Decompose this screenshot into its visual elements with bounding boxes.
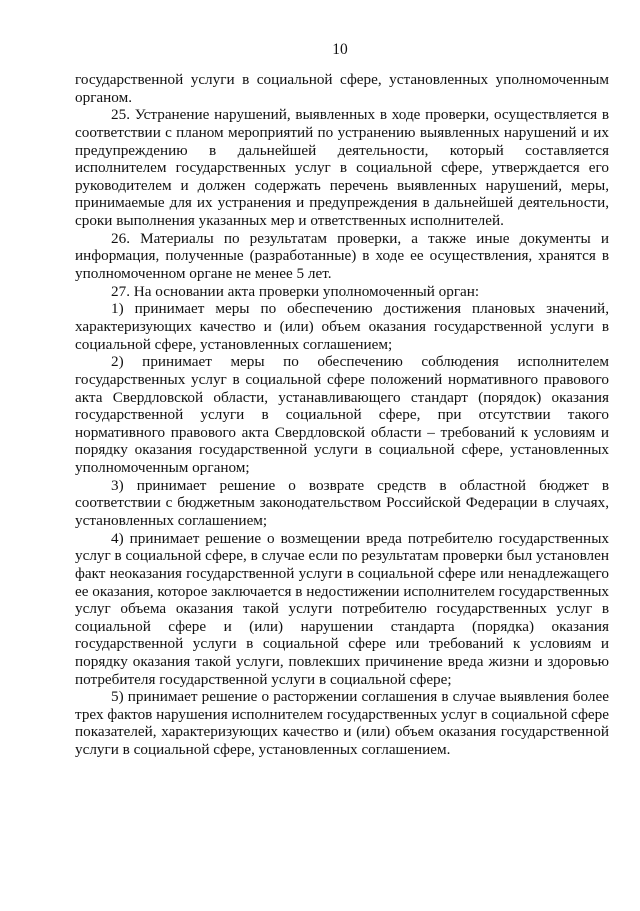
paragraph-27-item-2: 2) принимает меры по обеспечению соблюдения исполнителем государственных услуг в социальной сфере положений нормативного правового акта Свердловской области, устанавливающего стандарт (порядок) оказания государственной услуги в социальной сфере, при отсутствии такого нормативного правового акта Свердловской области – требований к условиям и порядку оказания государственной услуги в социальной сфере, установленных уполномоченным органом; [75,353,609,476]
paragraph-27-item-1: 1) принимает меры по обеспечению достижения плановых значений, характеризующих качество и (или) объем оказания государственной услуги в социальной сфере, установленных соглашением; [75,300,609,353]
paragraph-27-item-5: 5) принимает решение о расторжении соглашения в случае выявления более трех фактов нарушения исполнителем государственных услуг в социальной сфере показателей, характеризующих качество и (или) объем оказания государственной услуги в социальной сфере, установленных соглашением. [75,688,609,759]
paragraph-continuation: государственной услуги в социальной сфере, установленных уполномоченным органом. [75,71,609,106]
paragraph-27-item-4: 4) принимает решение о возмещении вреда потребителю государственных услуг в социальной сфере, в случае если по результатам проверки был установлен факт неоказания государственной услуги в социальной сфере или ненадлежащего ее оказания, которое заключается в недостижении исполнителем государственных услуг объема оказания такой услуги потребителю государственных услуг в социальной сфере и (или) нарушении стандарта (порядка) оказания государственной услуги в социальной сфере или требований к условиям и порядку оказания такой услуги, повлекших причинение вреда жизни и здоровью потребителя государственной услуги в социальной сфере; [75,529,609,688]
paragraph-26: 26. Материалы по результатам проверки, а также иные документы и информация, полученные (разработанные) в ходе ее осуществления, хранятся в уполномоченном органе не менее 5 лет. [75,229,609,282]
paragraph-25: 25. Устранение нарушений, выявленных в ходе проверки, осуществляется в соответствии с планом мероприятий по устранению выявленных нарушений и их предупреждению в дальнейшей деятельности, который составляется исполнителем государственных услуг в социальной сфере, утверждается его руководителем и должен содержать перечень выявленных нарушений, меры, принимаемые для их устранения и предупреждения в дальнейшей деятельности, сроки выполнения указанных мер и ответственных исполнителей. [75,106,609,229]
paragraph-27: 27. На основании акта проверки уполномоченный орган: [111,282,480,300]
paragraph-27-item-3: 3) принимает решение о возврате средств в областной бюджет в соответствии с бюджетным законодательством Российской Федерации в случаях, установленных соглашением; [75,476,609,529]
document-body [75,71,609,759]
page-number: 10 [332,41,348,58]
